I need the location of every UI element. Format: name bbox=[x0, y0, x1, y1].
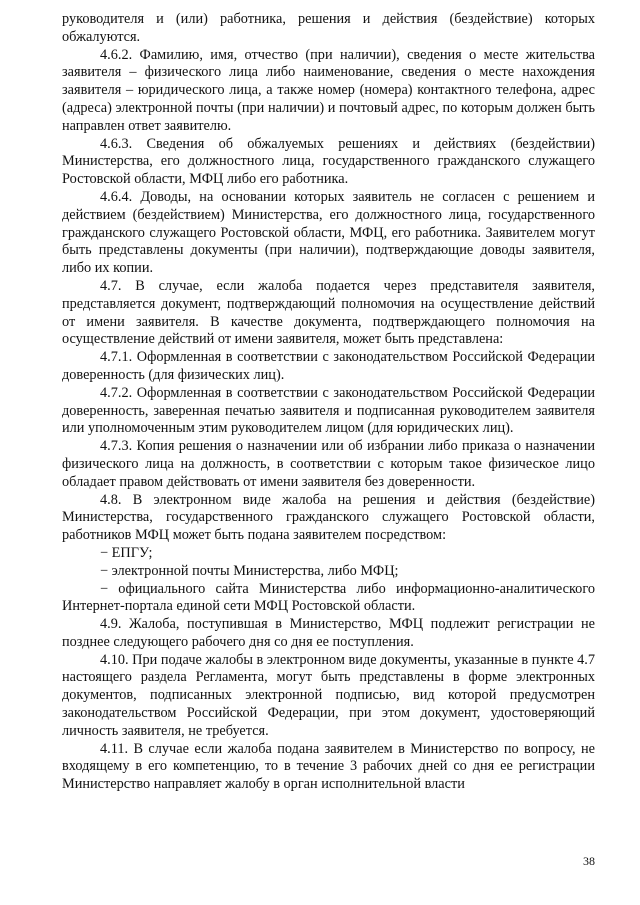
document-page bbox=[62, 11, 595, 794]
paragraph-4-7: 4.7. В случае, если жалоба подается через представителя заявителя, представляется документ, подтверждающий полномочия на осуществление действий от имени заявителя. В качестве документа, подтверждающего полномочия на осуществление действий от имени заявителя, может быть представлена: bbox=[62, 277, 595, 348]
paragraph-4-9: 4.9. Жалоба, поступившая в Министерство, МФЦ подлежит регистрации не позднее следующего рабочего дня со дня ее поступления. bbox=[62, 616, 595, 650]
paragraph-4-6-2: 4.6.2. Фамилию, имя, отчество (при наличии), сведения о месте жительства заявителя – физического лица либо наименование, сведения о месте нахождения заявителя – юридического лица, а также номер (номера) контактного телефона, адрес (адреса) электронной почты (при наличии) и почтовый адрес, по которым должен быть направлен ответ заявителю. bbox=[62, 46, 595, 134]
paragraph-4-8: 4.8. В электронном виде жалоба на решения и действия (бездействие) Министерства, государственного гражданского служащего Ростовской области, работников МФЦ может быть подана заявителем посредством: bbox=[62, 491, 595, 544]
paragraph-4-10: 4.10. При подаче жалобы в электронном виде документы, указанные в пункте 4.7 настоящего раздела Регламента, могут быть представлены в форме электронных документов, подписанных электронной подписью, вид которой предусмотрен законодательством Российской Федерации, при этом документ, удостоверяющий личность заявителя, не требуется. bbox=[62, 651, 595, 739]
paragraph-4-7-2: 4.7.2. Оформленная в соответствии с законодательством Российской Федерации доверенность, заверенная печатью заявителя и подписанная руководителем заявителя или уполномоченным этим руководителем лицом (для юридических лиц). bbox=[62, 384, 595, 437]
list-item-epgu: − ЕПГУ; bbox=[100, 544, 153, 561]
paragraph-4-7-1: 4.7.1. Оформленная в соответствии с законодательством Российской Федерации доверенность (для физических лиц). bbox=[62, 349, 595, 383]
page-number: 38 bbox=[583, 854, 595, 868]
list-item-email: − электронной почты Министерства, либо МФЦ; bbox=[100, 562, 399, 579]
list-item-website: − официального сайта Министерства либо информационно-аналитического Интернет-портала единой сети МФЦ Ростовской области. bbox=[62, 580, 595, 615]
paragraph-4-6-4: 4.6.4. Доводы, на основании которых заявитель не согласен с решением и действием (бездействием) Министерства, его должностного лица, государственного гражданского служащего Ростовской области, МФЦ, его работника. Заявителем могут быть представлены документы (при наличии), подтверждающие доводы заявителя, либо их копии. bbox=[62, 188, 595, 277]
paragraph-4-11: 4.11. В случае если жалоба подана заявителем в Министерство по вопросу, не входящему в его компетенцию, то в течение 3 рабочих дней со дня ее регистрации Министерство направляет жалобу в орган исполнительной власти bbox=[62, 740, 595, 793]
paragraph-4-6-3: 4.6.3. Сведения об обжалуемых решениях и действиях (бездействии) Министерства, его должностного лица, государственного гражданского служащего Ростовской области, МФЦ либо его работника. bbox=[62, 135, 595, 188]
paragraph-4-7-3: 4.7.3. Копия решения о назначении или об избрании либо приказа о назначении физического лица на должность, в соответствии с которым такое физическое лицо обладает правом действовать от имени заявителя без доверенности. bbox=[62, 438, 595, 490]
paragraph-continuation: руководителя и (или) работника, решения и действия (бездействие) которых обжалуются. bbox=[62, 11, 595, 45]
